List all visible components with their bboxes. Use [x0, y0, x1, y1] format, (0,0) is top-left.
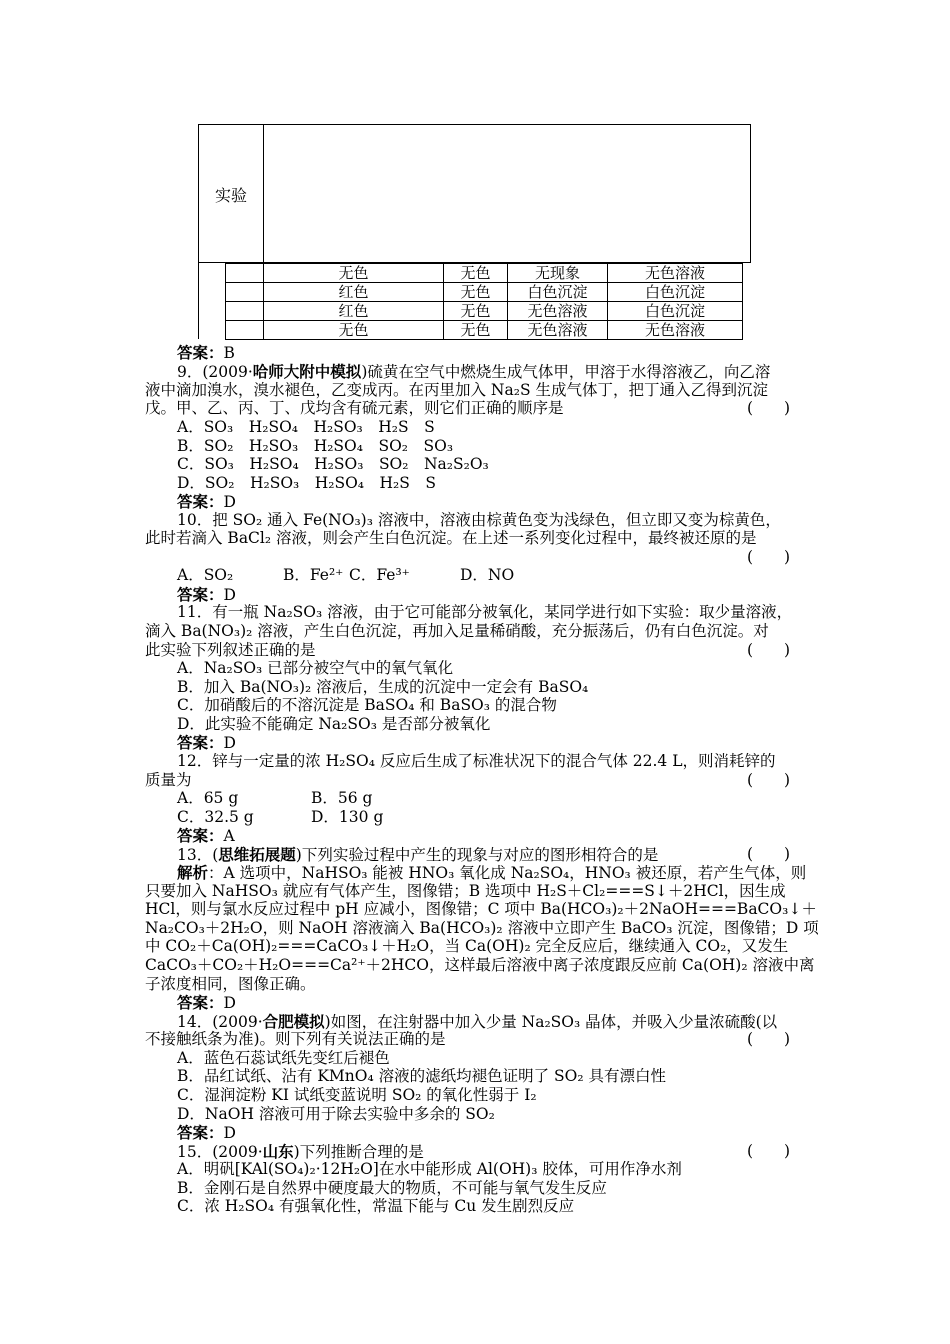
q10-line-2: 此时若滴入 BaCl₂ 溶液，则会产生白色沉淀。在上述一系列变化过程中，最终被还原的是 [145, 529, 757, 547]
q14-answer [177, 1123, 236, 1143]
answer-value: A [223, 827, 235, 845]
answer-label: 答案： [177, 585, 224, 604]
q8-answer [177, 343, 235, 363]
q15-option-b: B．金刚石是自然界中硬度最大的物质，不可能与氧气发生反应 [177, 1179, 607, 1197]
q14-option-c: C．湿润淀粉 KI 试纸变蓝说明 SO₂ 的氧化性弱于 I₂ [177, 1086, 537, 1104]
table-row [226, 302, 743, 321]
q12-option-b: B．56 g [311, 789, 373, 807]
question-source: 合肥模拟 [262, 1012, 325, 1031]
table-row [226, 321, 743, 340]
answer-value: B [223, 344, 235, 362]
answer-value: D [223, 994, 236, 1012]
q9-line-3: 戊。甲、乙、丙、丁、戊均含有硫元素，则它们正确的顺序是 [145, 399, 564, 417]
table-cell: 无色 [444, 264, 508, 283]
table-cell: 无色 [444, 302, 508, 321]
table-cell: 无色 [444, 283, 508, 302]
table-cell: 无色溶液 [608, 321, 743, 340]
q10-option-c: C．Fe³⁺ [349, 566, 410, 584]
table-divider [263, 125, 264, 262]
q15-option-a: A．明矾[KAl(SO₄)₂·12H₂O]在水中能形成 Al(OH)₃ 胶体，可用作净水剂 [177, 1160, 682, 1178]
answer-blank: ( ) [747, 1142, 791, 1160]
question-text: )下列实验过程中产生的现象与对应的图形相符合的是 [295, 846, 659, 864]
q13-analysis-7: 子浓度相同，图像正确。 [145, 975, 316, 993]
question-number: 14．(2009· [177, 1013, 263, 1031]
table-cell: 无色 [444, 321, 508, 340]
q11-option-c: C．加硝酸后的不溶沉淀是 BaSO₄ 和 BaSO₃ 的混合物 [177, 696, 557, 714]
answer-label: 答案： [177, 993, 224, 1012]
answer-blank: ( ) [747, 399, 791, 417]
q12-option-d: D．130 g [311, 808, 384, 826]
answer-label: 答案： [177, 733, 224, 752]
q14-option-d: D．NaOH 溶液可用于除去实验中多余的 SO₂ [177, 1105, 495, 1123]
analysis-text: ：A 选项中，NaHSO₃ 能被 HNO₃ 氧化成 Na₂SO₄，HNO₃ 被还原，若产生气体，则 [208, 864, 807, 882]
q14-option-a: A．蓝色石蕊试纸先变红后褪色 [177, 1049, 390, 1067]
table-row [226, 264, 743, 283]
table-cell-blank [226, 302, 264, 321]
table-cell: 无色溶液 [508, 321, 608, 340]
table-cell: 无色溶液 [608, 264, 743, 283]
table-cell: 无色溶液 [508, 302, 608, 321]
question-text: )如图，在注射器中加入少量 Na₂SO₃ 晶体，并吸入少量浓硫酸(以 [324, 1013, 778, 1031]
answer-label: 答案： [177, 826, 224, 845]
table-cell: 白色沉淀 [608, 302, 743, 321]
question-source: 山东 [262, 1142, 294, 1161]
q11-option-a: A．Na₂SO₃ 已部分被空气中的氧气氧化 [177, 659, 454, 677]
question-source: 思维拓展题 [218, 845, 296, 864]
answer-blank: ( ) [747, 1030, 791, 1048]
q9-line-2: 液中滴加溴水，溴水褪色，乙变成丙。在丙里加入 Na₂S 生成气体丁，把丁通入乙得到沉淀 [145, 381, 768, 399]
q13-line-1 [177, 845, 658, 865]
q10-answer [177, 585, 236, 605]
table-cell: 白色沉淀 [608, 283, 743, 302]
answer-blank: ( ) [747, 771, 791, 789]
answer-blank: ( ) [747, 548, 791, 566]
q12-line-1: 12．锌与一定量的浓 H₂SO₄ 反应后生成了标准状况下的混合气体 22.4 L，则消耗锌的 [177, 752, 776, 770]
table-cell: 无色 [264, 321, 444, 340]
answer-value: D [223, 586, 236, 604]
q14-line-1 [177, 1012, 777, 1032]
q11-line-3: 此实验下列叙述正确的是 [145, 641, 316, 659]
q13-analysis-6: CaCO₃＋CO₂＋H₂O===Ca²⁺＋2HCO，这样最后溶液中离子浓度跟反应前 Ca(OH)₂ 溶液中离 [145, 956, 815, 974]
q13-analysis-4: Na₂CO₃＋2H₂O，则 NaOH 溶液滴入 Ba(HCO₃)₂ 溶液中立即产生 BaCO₃ 沉淀，图像错；D 项 [145, 919, 819, 937]
q11-option-b: B．加入 Ba(NO₃)₂ 溶液后，生成的沉淀中一定会有 BaSO₄ [177, 678, 589, 696]
question-source: 哈师大附中模拟 [252, 362, 362, 381]
q11-line-1: 11．有一瓶 Na₂SO₃ 溶液，由于它可能部分被氧化，某同学进行如下实验：取少量溶液， [177, 603, 793, 621]
answer-blank: ( ) [747, 641, 791, 659]
q14-line-2: 不接触纸条为准)。则下列有关说法正确的是 [145, 1030, 446, 1048]
q11-line-2: 滴入 Ba(NO₃)₂ 溶液，产生白色沉淀，再加入足量稀硝酸，充分振荡后，仍有白色沉淀。对 [145, 622, 769, 640]
results-table [225, 263, 743, 340]
table-cell-blank [226, 264, 264, 283]
q12-line-2: 质量为 [145, 771, 192, 789]
q15-option-c: C．浓 H₂SO₄ 有强氧化性，常温下能与 Cu 发生剧烈反应 [177, 1197, 575, 1215]
answer-value: D [223, 1124, 236, 1142]
q12-option-a: A．65 g [177, 789, 239, 807]
q10-option-d: D．NO [460, 566, 515, 584]
q13-analysis-3: HCl，则与氯水反应过程中 pH 应减小，图像错；C 项中 Ba(HCO₃)₂＋2NaOH===BaCO₃↓＋ [145, 900, 817, 918]
answer-value: D [223, 734, 236, 752]
table-row [226, 283, 743, 302]
table-left-border [198, 263, 199, 339]
table-cell: 白色沉淀 [508, 283, 608, 302]
answer-label: 答案： [177, 1123, 224, 1142]
q10-line-1: 10．把 SO₂ 通入 Fe(NO₃)₃ 溶液中，溶液由棕黄色变为浅绿色，但立即又变为棕黄色， [177, 511, 781, 529]
question-text: )硫黄在空气中燃烧生成气体甲，甲溶于水得溶液乙，向乙溶 [361, 363, 771, 381]
question-text: )下列推断合理的是 [293, 1143, 424, 1161]
experiment-label: 实验 [215, 186, 248, 205]
q10-option-a: A．SO₂ [177, 566, 234, 584]
q12-option-c: C．32.5 g [177, 808, 254, 826]
q13-analysis-1 [177, 863, 806, 883]
q9-option-b: B．SO₂ H₂SO₃ H₂SO₄ SO₂ SO₃ [177, 437, 454, 455]
q9-line-1 [177, 362, 770, 382]
q15-line-1 [177, 1142, 424, 1162]
q10-option-b: B．Fe²⁺ [283, 566, 344, 584]
table-cell: 红色 [264, 302, 444, 321]
q13-answer [177, 993, 236, 1013]
q13-analysis-5: 中 CO₂＋Ca(OH)₂===CaCO₃↓＋H₂O，当 Ca(OH)₂ 完全反应后，继续通入 CO₂，又发生 [145, 937, 789, 955]
q9-option-c: C．SO₃ H₂SO₄ H₂SO₃ SO₂ Na₂S₂O₃ [177, 455, 489, 473]
q11-option-d: D．此实验不能确定 Na₂SO₃ 是否部分被氧化 [177, 715, 491, 733]
question-number: 13．( [177, 846, 219, 864]
analysis-label: 解析 [177, 863, 209, 882]
table-cell: 无现象 [508, 264, 608, 283]
answer-label: 答案： [177, 492, 224, 511]
q9-option-d: D．SO₂ H₂SO₃ H₂SO₄ H₂S S [177, 474, 436, 492]
table-cell: 红色 [264, 283, 444, 302]
q9-option-a: A．SO₃ H₂SO₄ H₂SO₃ H₂S S [177, 418, 435, 436]
q13-analysis-2: 只要加入 NaHSO₃ 就应有气体产生，图像错；B 选项中 H₂S＋Cl₂===S↓＋2HCl，因生成 [145, 882, 786, 900]
answer-blank: ( ) [747, 845, 791, 863]
q14-option-b: B．品红试纸、沾有 KMnO₄ 溶液的滤纸均褪色证明了 SO₂ 具有漂白性 [177, 1067, 666, 1085]
q12-answer [177, 826, 235, 846]
q9-answer [177, 492, 236, 512]
table-cell-blank [226, 321, 264, 340]
q11-answer [177, 733, 236, 753]
question-number: 15．(2009· [177, 1143, 263, 1161]
table-cell: 无色 [264, 264, 444, 283]
question-number: 9．(2009· [177, 363, 253, 381]
answer-value: D [223, 493, 236, 511]
experiment-header-box [198, 124, 751, 263]
answer-label: 答案： [177, 343, 224, 362]
table-cell-blank [226, 283, 264, 302]
